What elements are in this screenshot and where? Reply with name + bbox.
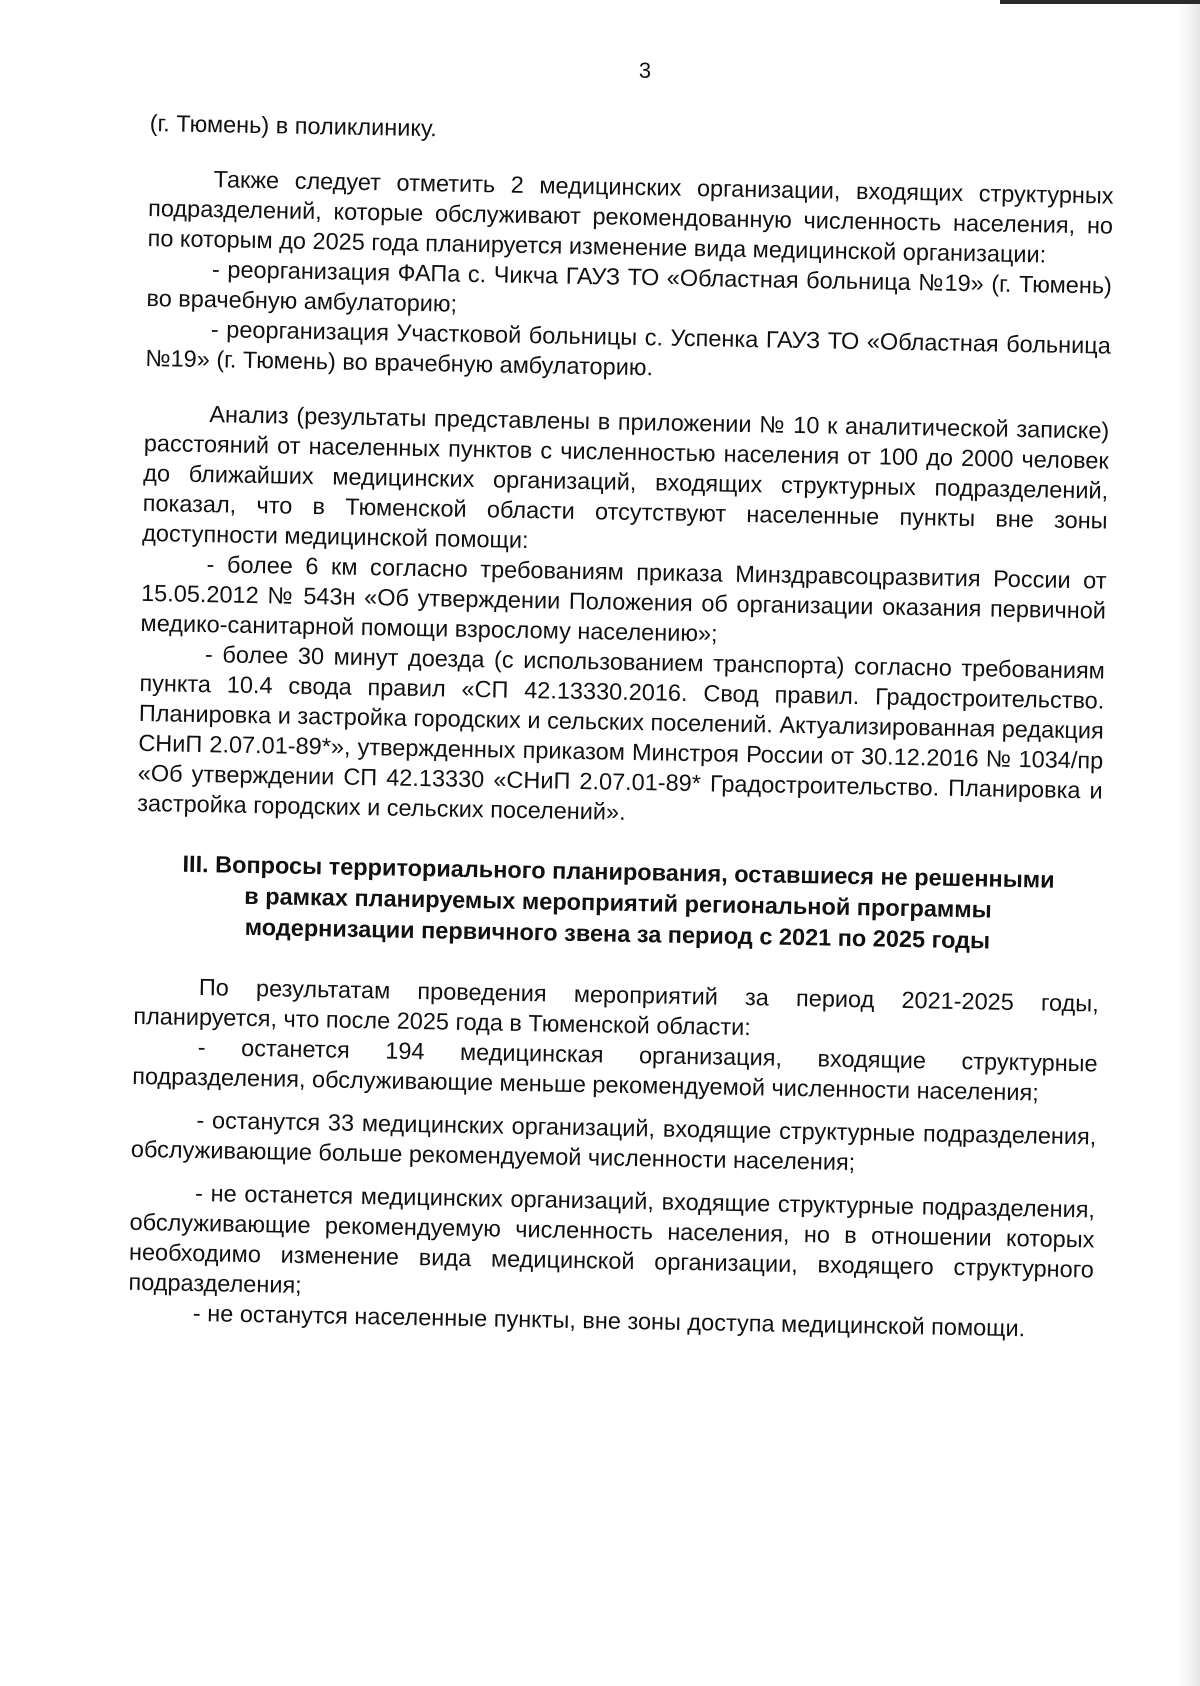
list-item-below-recommended: - останется 194 медицинская организация, входящие структурные подразделения, обслуживающие меньше рекомендуемой численности населения; xyxy=(132,1034,1098,1106)
paragraph-continuation: (г. Тюмень) в поликлинику. xyxy=(149,109,438,142)
list-item-above-recommended: - останутся 33 медицинских организаций, входящие структурные подразделения, обслуживающие больше рекомендуемой численности населения; xyxy=(130,1107,1097,1176)
list-item-type-change: - не останется медицинских организаций, входящие структурные подразделения, обслуживающие рекомендуемую численность населения, но в отношении которых необходимо изменение вида медицинской организации, входящего структурного подразделения; xyxy=(128,1180,1096,1298)
list-item-travel-time: - более 30 минут доезда (с использованием транспорта) согласно требованиям пункта 10.4 свода правил «СП 42.13330.2016. Свод правил. Градостроительство. Планировка и застройка городских и сельских поселений. Актуализированная редакция СНиП 2.07.01-89*», утвержденных приказом Минстроя России от 30.12.2016 № 1034/пр «Об утверждении СП 42.13330 «СНиП 2.07.01-89* Градостроительство. Планировка и застройка городских и сельских поселений». xyxy=(137,641,1106,825)
list-item-settlements: - не останутся населенные пункты, вне зоны доступа медицинской помощи. xyxy=(192,1299,1026,1342)
paragraph-analysis: Анализ (результаты представлены в приложении № 10 к аналитической записке) расстояний от населенных пунктов с численностью населения от 100 до 2000 человек до ближайших медицинских организаций, входящих структурных подразделений, показал, что в Тюменской области отсутствуют населенные пункты вне зоны доступности медицинской помощи: xyxy=(141,401,1110,554)
list-item-uspenka: - реорганизация Участковой больницы с. Успенка ГАУЗ ТО «Областная больница №19» (г. Тюмень) во врачебную амбулаторию. xyxy=(145,316,1112,381)
paragraph-results: По результатам проведения мероприятий за период 2021-2025 годы, планируется, что после 2025 года в Тюменской области: xyxy=(133,974,1099,1041)
list-item-distance: - более 6 км согласно требованиям приказа Минздравсоцразвития России от 15.05.2012 № 543н «Об утверждении Положения об организации оказания первичной медико-санитарной помощи взрослому населению»; xyxy=(140,551,1107,647)
scan-page-edge xyxy=(1178,0,1200,1686)
page-number: 3 xyxy=(638,58,652,83)
paragraph-medical-organizations: Также следует отметить 2 медицинских организации, входящих структурных подразделений, которые обслуживают рекомендованную численность населения, но по которым до 2025 года планируется изменение вида медицинской организации: xyxy=(147,166,1114,268)
document-body xyxy=(128,108,1115,1344)
list-item-chikcha: - реорганизация ФАПа с. Чикча ГАУЗ ТО «Областная больница №19» (г. Тюмень) во врачебную амбулаторию; xyxy=(146,256,1113,317)
scan-top-edge-mark xyxy=(1000,0,1200,4)
section-heading: III. Вопросы территориального планирования, оставшиеся не решенными в рамках планируемых мероприятий региональной программы модернизации первичного звена за период с 2021 по 2025 годы xyxy=(182,850,1055,954)
